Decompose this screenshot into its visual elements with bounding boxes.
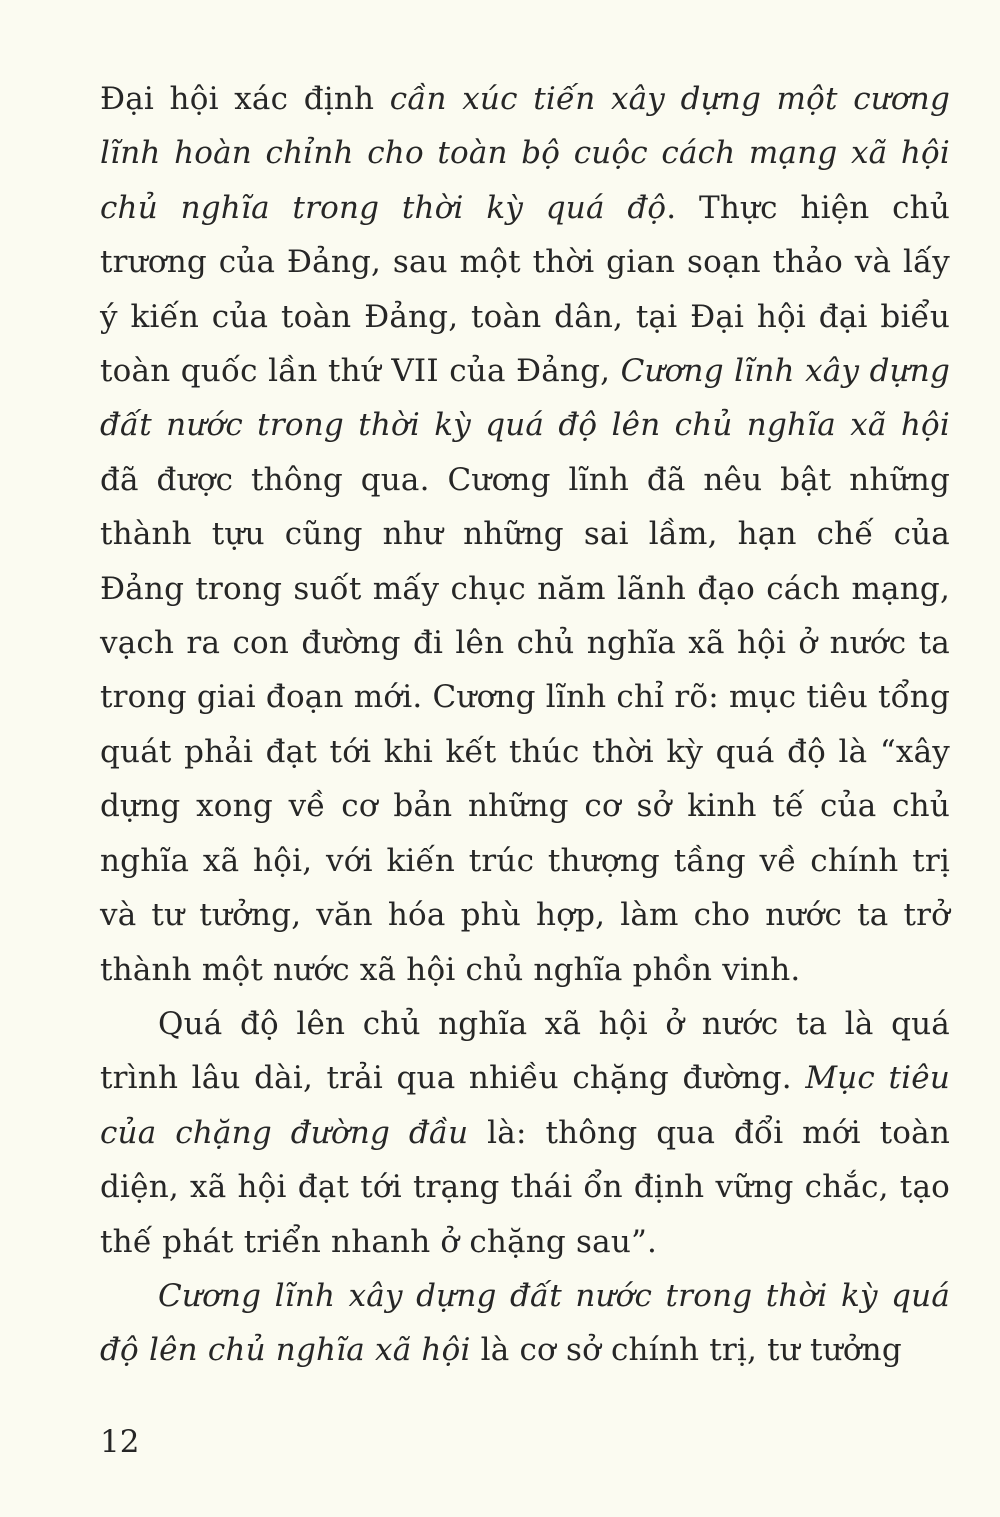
text-segment: là cơ sở chính trị, tư tưởng	[470, 1332, 902, 1369]
text-segment: đã được thông qua. Cương lĩnh đã nêu bật những thành tựu cũng như những sai lầm, hạn chế của Đảng trong suốt mấy chục năm lãnh đạo cách mạng, vạch ra con đường đi lên chủ nghĩa xã hội ở nước ta trong giai đoạn mới. Cương lĩnh chỉ rõ: mục tiêu tổng quát phải đạt tới khi kết thúc thời kỳ quá độ là “xây dựng xong về cơ bản những cơ sở kinh tế của chủ nghĩa xã hội, với kiến trúc thượng tầng về chính trị và tư tưởng, văn hóa phù hợp, làm cho nước ta trở thành một nước xã hội chủ nghĩa phồn vinh.	[100, 461, 950, 988]
text-segment-italic: Mục tiêu của chặng đường đầu	[100, 1060, 950, 1151]
body-text	[100, 72, 950, 1378]
text-segment: . Thực hiện chủ trương của Đảng, sau một thời gian soạn thảo và lấy ý kiến của toàn Đảng, toàn dân, tại Đại hội đại biểu toàn quốc lần thứ VII của Đảng,	[100, 189, 950, 390]
paragraph-3	[100, 1269, 950, 1378]
text-segment: Đại hội xác định	[100, 81, 390, 117]
text-segment: Quá độ lên chủ nghĩa xã hội ở nước ta là quá trình lâu dài, trải qua nhiều chặng đường.	[100, 1005, 950, 1097]
paragraph-1	[100, 72, 950, 997]
text-segment-italic: Cương lĩnh xây dựng đất nước trong thời kỳ quá độ lên chủ nghĩa xã hội	[100, 353, 950, 444]
text-segment-italic: cần xúc tiến xây dựng một cương lĩnh hoàn chỉnh cho toàn bộ cuộc cách mạng xã hội chủ nghĩa trong thời kỳ quá độ	[100, 81, 950, 226]
text-segment-italic: Cương lĩnh xây dựng đất nước trong thời kỳ quá độ lên chủ nghĩa xã hội	[100, 1277, 950, 1369]
text-segment: là: thông qua đổi mới toàn diện, xã hội đạt tới trạng thái ổn định vững chắc, tạo thế phát triển nhanh ở chặng sau”.	[100, 1114, 950, 1260]
page-number: 12	[100, 1424, 140, 1460]
paragraph-2	[100, 997, 950, 1269]
